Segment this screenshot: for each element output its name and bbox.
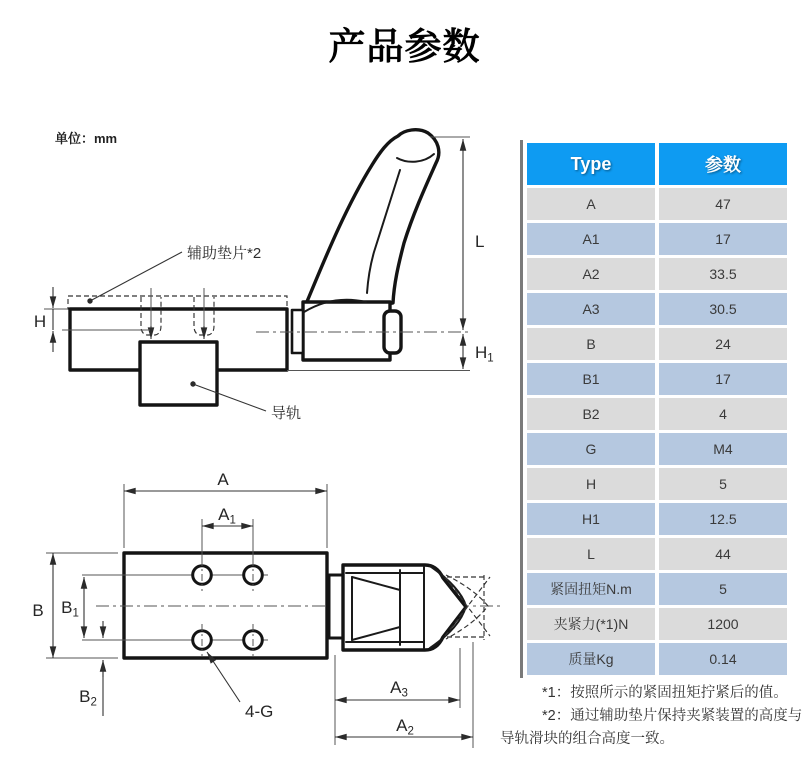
param-value-cell: 47: [659, 188, 787, 220]
dim-label-B: B: [32, 601, 44, 620]
footnotes: [500, 682, 808, 751]
column-header-type: Type: [527, 143, 655, 185]
clamp-handle: [306, 130, 439, 308]
param-type-cell: A: [527, 188, 655, 220]
table-row: [527, 223, 787, 255]
top-view: [82, 553, 502, 658]
dim-H1: [463, 334, 494, 369]
dim-label-H1: $H_1$: [475, 343, 494, 365]
shim-callout: [87, 244, 261, 304]
dim-label-A1: $A_1$: [218, 505, 236, 527]
param-type-cell: H: [527, 468, 655, 500]
dim-H: [34, 287, 53, 352]
shim-label: 辅助垫片*2: [187, 245, 262, 262]
thread-label: 4-G: [245, 702, 274, 721]
column-header-value: 参数: [659, 143, 787, 185]
dim-label-A3: $A_3$: [390, 678, 408, 700]
table-row: [527, 468, 787, 500]
param-type-cell: 夹紧力(*1)N: [527, 608, 655, 640]
parameter-table: [520, 140, 791, 678]
table-row: [527, 503, 787, 535]
dim-B2: [79, 621, 103, 716]
dim-label-A: A: [217, 470, 229, 489]
table-row: [527, 188, 787, 220]
dim-label-H: H: [33, 312, 47, 331]
param-value-cell: 0.14: [659, 643, 787, 675]
shim-outline: [68, 296, 287, 309]
unit-label: 单位：mm: [55, 131, 118, 146]
table-row: [527, 398, 787, 430]
param-value-cell: 5: [659, 573, 787, 605]
parameter-table-header: [527, 143, 787, 185]
rail-label: 导轨: [271, 405, 302, 422]
table-row: [527, 538, 787, 570]
param-type-cell: G: [527, 433, 655, 465]
table-row: [527, 433, 787, 465]
table-row: [527, 608, 787, 640]
param-type-cell: L: [527, 538, 655, 570]
table-row: [527, 363, 787, 395]
param-value-cell: 17: [659, 223, 787, 255]
param-table-body: [527, 188, 787, 675]
param-type-cell: A2: [527, 258, 655, 290]
leader-dot: [190, 381, 195, 386]
param-value-cell: 33.5: [659, 258, 787, 290]
param-value-cell: 1200: [659, 608, 787, 640]
param-value-cell: 12.5: [659, 503, 787, 535]
param-value-cell: 44: [659, 538, 787, 570]
param-value-cell: 4: [659, 398, 787, 430]
dim-label-B2: $B_2$: [79, 687, 97, 709]
param-type-cell: A3: [527, 293, 655, 325]
param-type-cell: B2: [527, 398, 655, 430]
footnote-2: *2：通过辅助垫片保持夹紧装置的高度与导轨滑块的组合高度一致。: [500, 708, 803, 747]
table-row: [527, 293, 787, 325]
param-value-cell: 5: [659, 468, 787, 500]
table-row: [527, 573, 787, 605]
side-view: [44, 130, 470, 405]
leader-dot: [87, 298, 92, 303]
footnote-1: *1：按照所示的紧固扭矩拧紧后的值。: [542, 685, 788, 701]
param-type-cell: 质量Kg: [527, 643, 655, 675]
param-value-cell: 24: [659, 328, 787, 360]
table-row: [527, 328, 787, 360]
table-row: [527, 643, 787, 675]
clamp-head-side: [292, 300, 401, 360]
rail-block: [140, 342, 217, 405]
page-title: 产品参数: [328, 26, 481, 67]
dim-L: [463, 139, 484, 330]
param-value-cell: M4: [659, 433, 787, 465]
param-value-cell: 17: [659, 363, 787, 395]
param-type-cell: B1: [527, 363, 655, 395]
dim-label-A2: $A_2$: [396, 716, 414, 738]
dim-label-B1: $B_1$: [61, 598, 79, 620]
dim-label-L: L: [475, 232, 485, 251]
param-type-cell: B: [527, 328, 655, 360]
param-type-cell: H1: [527, 503, 655, 535]
param-type-cell: 紧固扭矩N.m: [527, 573, 655, 605]
table-row: [527, 258, 787, 290]
thread-callout: [207, 652, 273, 721]
param-type-cell: A1: [527, 223, 655, 255]
dim-B1: [61, 577, 84, 638]
param-value-cell: 30.5: [659, 293, 787, 325]
